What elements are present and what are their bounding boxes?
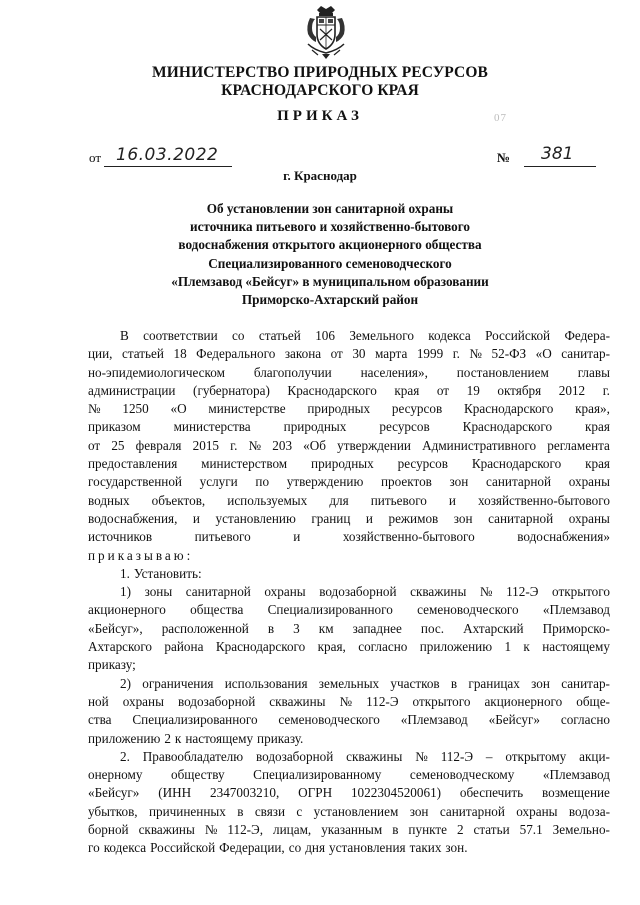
title-line: Об установлении зон санитарной охраны [206,201,454,216]
body-line: «Бейсуг», расположенной в 3 км западнее пос. Ахтарский Приморско- [88,620,610,636]
title-line: водоснабжения открытого акционерного общества [178,237,482,253]
body-line: ной охраны водозаборной скважины № 112-Э открытого акционерного обще- [88,693,610,709]
body-line: № 1250 «О министерстве природных ресурсов Краснодарского края», [88,401,610,417]
handwritten-number: 381 [541,144,574,164]
ministry-name-line1: МИНИСТЕРСТВО ПРИРОДНЫХ РЕСУРСОВ [152,64,488,81]
body-line: но-эпидемиологическом благополучии населения», постановлением главы [88,364,610,380]
body-line: 1. Установить: [120,565,202,581]
body-line: го кодекса Российской Федерации, со дня установления таких зон. [88,840,468,856]
body-line: В соответствии со статьей 106 Земельного кодекса Российской Федера- [120,328,610,343]
number-underline [524,166,596,167]
body-line: ства Специализированного семеноводческого «Племзавод «Бейсуг» согласно [88,712,610,728]
ministry-name-line2: КРАСНОДАРСКОГО КРАЯ [221,82,419,99]
body-line: убытков, причиненных в связи с установлением зон санитарной охраны водоза- [88,803,610,819]
date-label: от [89,150,102,165]
document-title [120,200,540,309]
date-underline [104,166,232,167]
body-line: «Бейсуг» (ИНН 2347003210, ОГРН 1022304520061) обеспечить возмещение [88,785,610,801]
title-line: Специализированного семеноводческого [208,255,452,271]
body-line: ции, статьей 18 Федерального закона от 30 марта 1999 г. № 52-ФЗ «О санитар- [88,346,610,362]
body-line: водоснабжения, и установлению границ и режимов зон санитарной охраны [88,510,610,526]
document-type-heading: ПРИКАЗ [277,108,363,124]
title-line: источника питьевого и хозяйственно-бытового [189,219,471,235]
body-line: государственной услуги по утверждению проектов зон санитарной охраны [88,474,610,490]
body-line: 2) ограничения использования земельных участков в границах зон санитар- [120,675,610,691]
coat-of-arms-icon [302,4,350,60]
body-line: акционерного общества Специализированного семеноводческого «Племзавод [88,602,610,618]
faint-stamp-mark: 07 [494,112,507,124]
body-line: 2. Правообладателю водозаборной скважины № 112-Э – открытому акци- [120,748,610,764]
body-line: приказу; [88,657,136,673]
body-line: водных объектов, используемых для питьевого и хозяйственно-бытового [88,492,610,508]
title-line: «Племзавод «Бейсуг» в муниципальном образовании [171,273,489,289]
number-label: № [497,150,511,165]
body-line: от 25 февраля 2015 г. № 203 «Об утверждении Административного регламента [88,437,610,453]
handwritten-date: 16.03.2022 [116,145,219,165]
body-line: администрации (губернатора) Краснодарского края от 19 октября 2012 г. [88,382,610,398]
document-body [88,327,610,858]
body-line: Ахтарского района Краснодарского края, согласно приложению 1 к настоящему [88,639,610,655]
body-line: приказом министерства природных ресурсов Краснодарского края [88,419,610,435]
body-line: приказываю: [88,547,194,563]
title-line: Приморско-Ахтарский район [241,292,419,308]
body-line: борной скважины № 112-Э, лицам, указанным в пункте 2 статьи 57.1 Земельно- [88,822,610,838]
body-line: онерному обществу Специализированному семеноводческому «Племзавод [88,767,610,783]
body-line: предоставления министерством природных ресурсов Краснодарского края [88,456,610,472]
city-name: г. Краснодар [283,168,357,183]
body-line: приложению 2 к настоящему приказу. [88,730,304,746]
body-line: 1) зоны санитарной охраны водозаборной скважины № 112-Э открытого [120,584,610,600]
body-line: источников питьевого и хозяйственно-бытового водоснабжения» [88,529,610,545]
